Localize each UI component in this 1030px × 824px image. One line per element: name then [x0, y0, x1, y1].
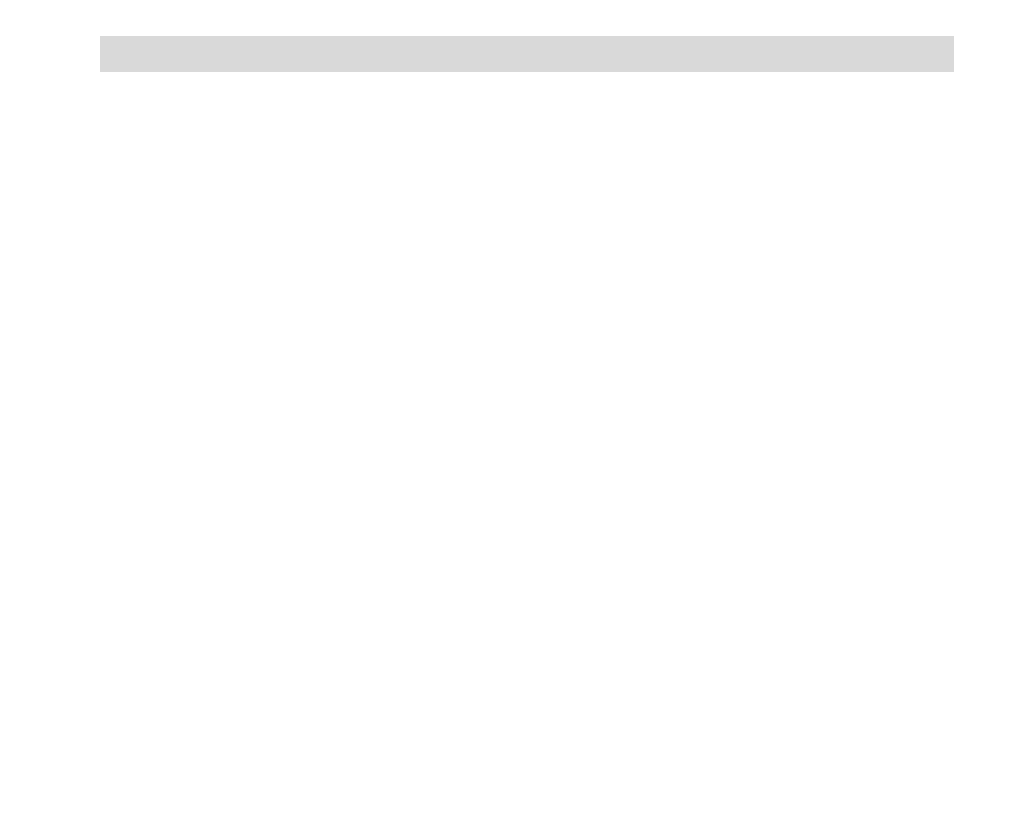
budget-title	[100, 36, 954, 72]
